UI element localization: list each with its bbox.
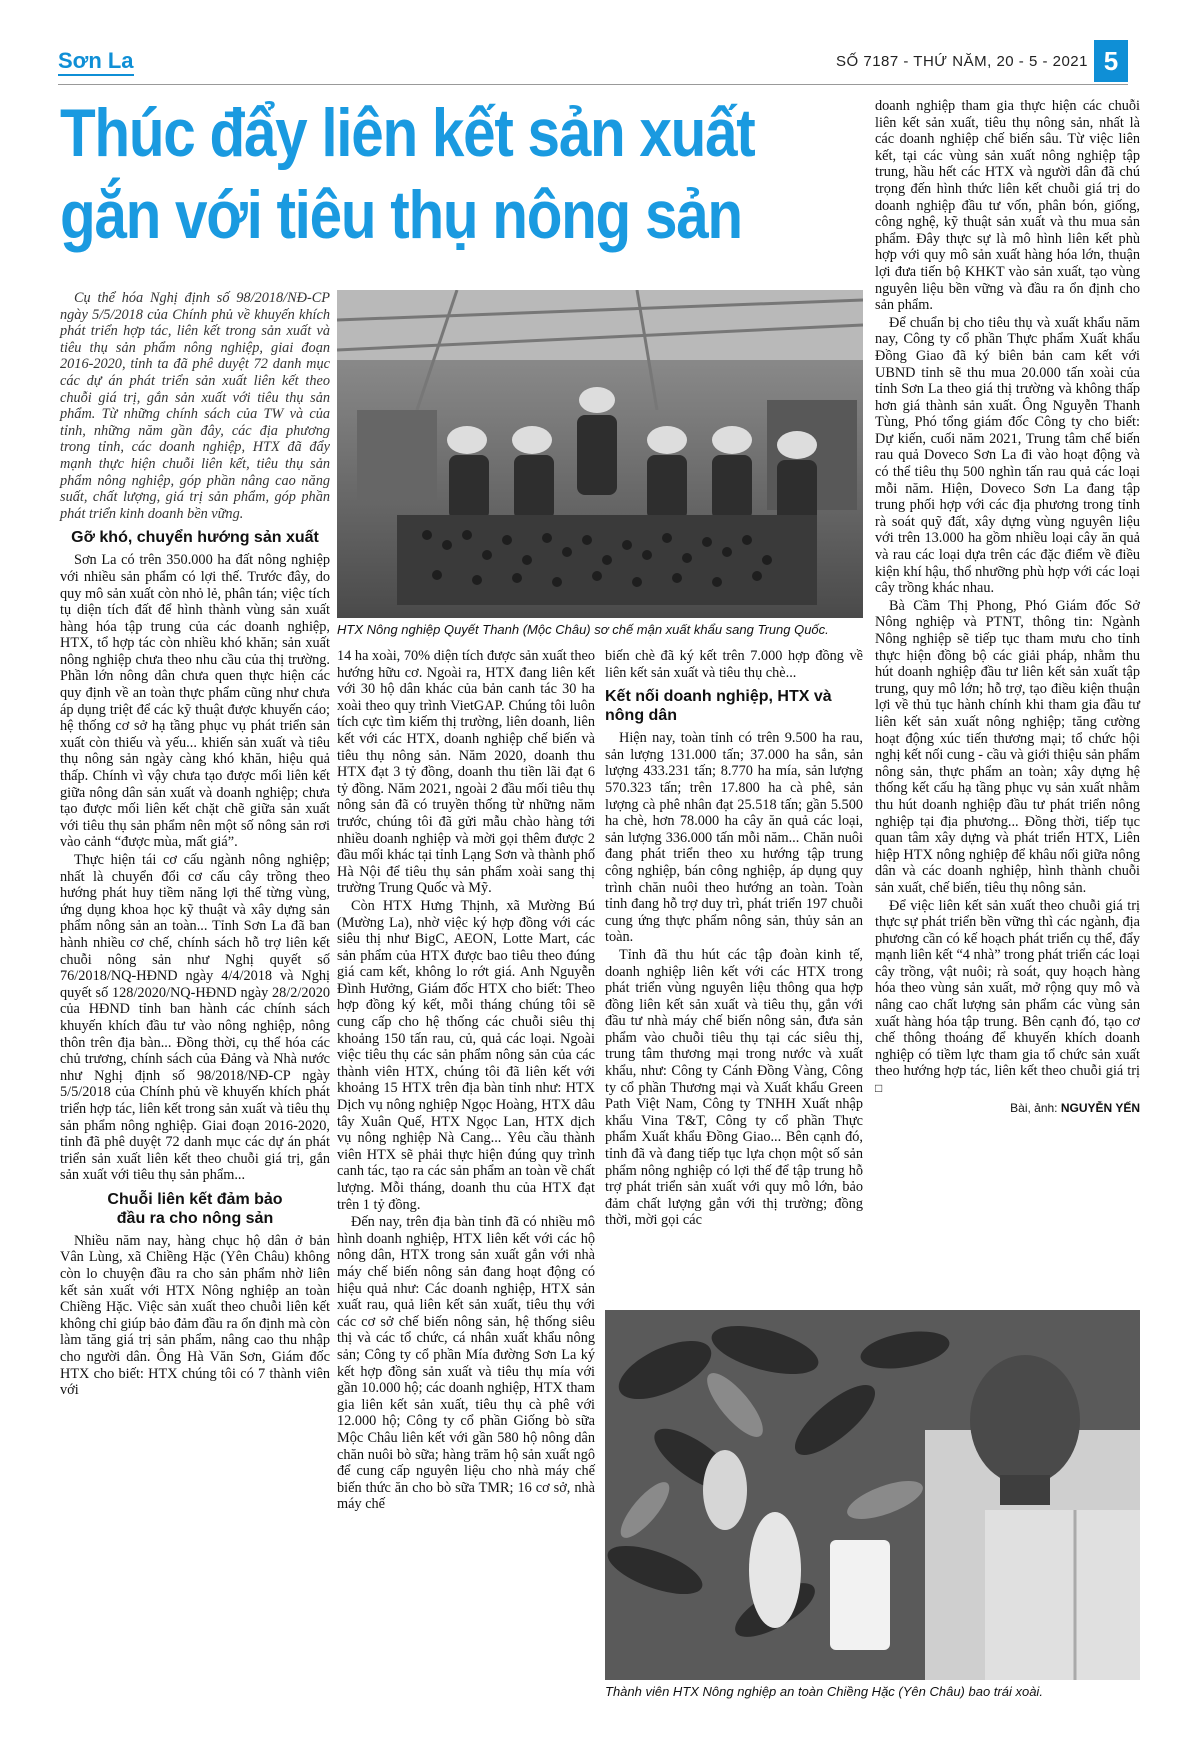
col4-para-4-text: Để việc liên kết sản xuất theo chuỗi giá trị thực sự phát triển bền vững thì các ngành, địa phương cần có kế hoạch phát triển cụ thể, đẩy mạnh liên kết “4 nhà” trong phát triển các loại cây trồng, vật nuôi; rà soát, quy hoạch hàng hóa theo vùng sản xuất, mở rộng quy mô và nâng cao chất lượng sản phẩm các vùng sản xuất hàng hóa tập trung. Bên cạnh đó, tạo cơ chế thông thoáng để khuyến khích doanh nghiệp có tiềm lực tham gia tổ chức sản xuất theo hướng hợp tác, liên kết theo chuỗi giá trị [875, 897, 1140, 1080]
column-1 [60, 290, 330, 1400]
col1-para-2: Thực hiện tái cơ cấu ngành nông nghiệp; nhất là chuyển đổi cơ cấu cây trồng theo hướng phát huy tiềm năng lợi thế từng vùng, ứng dụng khoa học kỹ thuật và xây dựng sản phẩm nông sản an toàn... Tỉnh Sơn La đã ban hành nhiều cơ chế, chính sách hỗ trợ liên kết chuỗi nông sản như Nghị quyết số 76/2018/NQ-HĐND ngày 4/4/2018 và Nghị quyết số 128/2020/NQ-HĐND ngày 28/2/2020 của HĐND tỉnh ban hành các chính sách khuyến khích đầu tư vào nông nghiệp, nông thôn trên địa bàn... Đồng thời, cụ thể hóa các chủ trương, chính sách của Đảng và Nhà nước như Nghị định số 98/2018/NĐ-CP ngày 5/5/2018 của Chính phủ về khuyến khích phát triển hợp tác, liên kết trong sản xuất và tiêu thụ sản phẩm nông nghiệp. Giai đoạn 2016-2020, tỉnh đã phê duyệt 72 danh mục các dự án phát triển sản xuất liên kết theo chuỗi giá trị, gắn sản xuất với tiêu thụ sản phẩm... [60, 852, 330, 1184]
photo-caption-1: HTX Nông nghiệp Quyết Thanh (Mộc Châu) sơ chế mận xuất khẩu sang Trung Quốc. [337, 622, 829, 637]
photo-caption-2: Thành viên HTX Nông nghiệp an toàn Chiềng Hặc (Yên Châu) bao trái xoài. [605, 1684, 1043, 1699]
issue-info: SỐ 7187 - THỨ NĂM, 20 - 5 - 2021 [836, 53, 1088, 70]
article-lead: Cụ thể hóa Nghị định số 98/2018/NĐ-CP ngày 5/5/2018 của Chính phủ về khuyến khích phát triển hợp tác, liên kết trong sản xuất và tiêu thụ sản phẩm nông nghiệp, giai đoạn 2016-2020, tỉnh ta đã phê duyệt 72 danh mục các dự án phát triển sản xuất liên kết theo chuỗi giá trị, gắn sản xuất với tiêu thụ sản phẩm. Từ những chính sách của TW và của tỉnh, những năm gần đây, các địa phương trong tỉnh, các doanh nghiệp, HTX đã đẩy mạnh thực hiện chuỗi liên kết, tiêu thụ sản phẩm nông nghiệp, góp phần nâng cao năng suất, chất lượng, giá trị sản phẩm, góp phần phát triển kinh doanh bền vững. [60, 290, 330, 522]
byline [875, 1100, 1140, 1117]
photo-plum-processing [337, 290, 863, 618]
header-rule [58, 84, 1128, 85]
headline [60, 92, 765, 256]
mango-bagging-image [605, 1310, 1140, 1680]
column-4 [875, 98, 1140, 1117]
section-name: Sơn La [58, 48, 134, 76]
col4-para-4 [875, 898, 1140, 1097]
end-mark: □ [875, 1081, 883, 1096]
subhead-2 [60, 1190, 330, 1228]
page-header [58, 40, 1128, 82]
col4-para-3: Bà Cầm Thị Phong, Phó Giám đốc Sở Nông nghiệp và PTNT, thông tin: Ngành Nông nghiệp sẽ tiếp tục tham mưu cho tỉnh thực hiện đồng bộ các giải pháp, nhằm thu hút doanh nghiệp đầu tư liên kết sản xuất tập trung, quy mô lớn; hỗ trợ, tạo điều kiện thuận lợi về thủ tục hành chính khi tham gia đầu tư liên kết sản xuất nông nghiệp; tăng cường hoạt động xúc tiến thương mại; tổ chức hội nghị kết nối cung - cầu và giới thiệu sản phẩm nông sản, thực phẩm an toàn; xây dựng hệ thống kết cấu hạ tầng phục vụ sản xuất nhằm thu hút doanh nghiệp đầu tư phát triển nông nghiệp tại địa phương... Đồng thời, tiếp tục quan tâm xây dựng và phát triển HTX, Liên hiệp HTX nông nghiệp để khâu nối giữa nông dân và các doanh nghiệp, hình thành chuỗi sản xuất, chế biến, tiêu thụ nông sản. [875, 597, 1140, 896]
subhead-3: Kết nối doanh nghiệp, HTX và nông dân [605, 688, 832, 725]
plum-processing-image [337, 290, 863, 618]
column-2 [337, 648, 595, 1514]
page-number: 5 [1094, 40, 1128, 82]
byline-author: NGUYỄN YẾN [1060, 1100, 1140, 1115]
byline-label: Bài, ảnh: [1010, 1100, 1058, 1115]
col4-para-2: Để chuẩn bị cho tiêu thụ và xuất khẩu năm nay, Công ty cổ phần Thực phẩm Xuất khẩu Đồng Giao đã ký biên bản cam kết với UBND tỉnh sẽ thu mua 20.000 tấn xoài của tỉnh Sơn La theo giá thị trường và không thấp hơn giá thành sản xuất. Ông Nguyễn Thanh Tùng, Phó tổng giám đốc Công ty cho biết: Dự kiến, cuối năm 2021, Trung tâm chế biến rau quả Doveco Sơn La đi vào hoạt động và có thể tiêu thụ 500 nghìn tấn rau quả các loại mỗi năm. Hiện, Doveco Sơn La đang tập trung phối hợp với các địa phương trong tỉnh rà soát quỹ đất, xây dựng vùng nguyên liệu với trên 13.000 ha gồm nhiều loại cây ăn quả và rau các loại dựa trên các đặc điểm về điều kiện khí hậu, thổ nhưỡng phù hợp với các loại cây trồng khác nhau. [875, 314, 1140, 597]
column-3 [605, 648, 863, 1230]
subhead-2-line-2: đầu ra cho nông sản [116, 1209, 274, 1227]
col3-para-2: Hiện nay, toàn tỉnh có trên 9.500 ha rau, sản lượng 131.000 tấn; 37.000 ha sắn, sản lượng 433.231 tấn; 8.770 ha mía, sản lượng 570.323 tấn; trên 17.800 ha cà phê, sản lượng cà phê nhân đạt 25.518 tấn; gần 5.500 ha chè, hơn 78.000 ha cây ăn quả các loại, sản lượng 336.000 tấn mỗi năm... Chăn nuôi đang phát triển theo xu hướng tập trung công nghiệp, bán công nghiệp, áp dụng quy trình chăn nuôi theo hướng an toàn. Toàn tỉnh đang hỗ trợ duy trì, phát triển 197 chuỗi cung ứng thực phẩm nông sản, thủy sản an toàn. [605, 730, 863, 946]
col3-para-3: Tỉnh đã thu hút các tập đoàn kinh tế, doanh nghiệp liên kết với các HTX trong phát triển vùng nguyên liệu thông qua hợp đồng liên kết sản xuất và tiêu thụ, gắn với đầu tư nhà máy chế biến nông sản, đưa sản phẩm vào chuỗi tiêu thụ tại các siêu thị, trung tâm thương mại trong nước và xuất khẩu, như: Công ty Cánh Đồng Vàng, Công ty cổ phần Thương mại và Xuất khẩu Green Path Việt Nam, Công ty TNHH Xuất nhập khẩu Vina T&T, Công ty cổ phần Thực phẩm Xuất khẩu Đồng Giao... Bên cạnh đó, tỉnh đã và đang tiếp tục lựa chọn một số sản phẩm nông nghiệp có lợi thế để tập trung hỗ trợ phát triển sản xuất với quy mô lớn, bảo đảm chất lượng gắn với thị trường; đồng thời, mời gọi các [605, 946, 863, 1229]
col4-para-1: doanh nghiệp tham gia thực hiện các chuỗi liên kết sản xuất, tiêu thụ nông sản, nhất là các doanh nghiệp chế biến sâu. Từ việc liên kết, tại các vùng sản xuất nông nghiệp tập trung, hầu hết các HTX và người dân đã chú trọng đến hình thức liên kết chuỗi giá trị do doanh nghiệp đầu tư vốn, phân bón, giống, công nghệ, kỹ thuật sản xuất và thu mua sản phẩm. Đây thực sự là mô hình liên kết phù hợp với quy mô sản xuất hàng hóa lớn, thuận lợi đưa tiến bộ KHKT vào sản xuất, tạo vùng nguyên liệu bền vững và đầu ra ổn định cho sản phẩm. [875, 98, 1140, 314]
photo-mango-bagging [605, 1310, 1140, 1680]
col2-para-2: Còn HTX Hưng Thịnh, xã Mường Bú (Mường La), nhờ việc ký hợp đồng với các siêu thị như BigC, AEON, Lotte Mart, các sản phẩm của HTX được bao tiêu theo đúng giá cam kết, không lo rớt giá. Anh Nguyễn Đình Hưởng, Giám đốc HTX cho biết: Theo hợp đồng ký kết, mỗi tháng chúng tôi sẽ cung cấp cho hệ thống các chuỗi siêu thị khoảng 150 tấn rau, củ, quả các loại. Ngoài việc tiêu thụ các sản phẩm nông sản của các thành viên HTX, chúng tôi đã liên kết với khoảng 15 HTX trên địa bàn tỉnh như: HTX Dịch vụ nông nghiệp Ngọc Hoàng, HTX dâu tây Xuân Quế, HTX Ngọc Lan, HTX dịch vụ nông nghiệp Nà Cang... Yêu cầu thành viên HTX sẽ phải thực hiện đúng quy trình canh tác, tạo ra các sản phẩm an toàn về chất lượng. Mỗi tháng, doanh thu của HTX đạt trên 1 tỷ đồng. [337, 897, 595, 1213]
subhead-2-line-1: Chuỗi liên kết đảm bảo [107, 1190, 283, 1208]
headline-line-1: Thúc đẩy liên kết sản xuất [60, 95, 755, 171]
col3-para-1: biến chè đã ký kết trên 7.000 hợp đồng về liên kết sản xuất và tiêu thụ chè... [605, 648, 863, 681]
col2-para-3: Đến nay, trên địa bàn tỉnh đã có nhiều mô hình doanh nghiệp, HTX liên kết với các hộ nông dân, HTX trong sản xuất gắn với nhà máy chế biến nông sản đang hoạt động có hiệu quả như: Các doanh nghiệp, HTX sản xuất rau, quả liên kết sản xuất, tiêu thụ với các cơ sở chế biến nông sản, hệ thống siêu thị và các tổ chức, cá nhân xuất khẩu nông sản; Công ty cổ phần Mía đường Sơn La ký kết hợp đồng sản xuất và tiêu thụ mía với gần 10.000 hộ; các doanh nghiệp, HTX tham gia liên kết sản xuất, tiêu thụ cà phê với 12.000 hộ; Công ty cổ phần Giống bò sữa Mộc Châu liên kết với gần 580 hộ nông dân chăn nuôi bò sữa; hàng trăm hộ sản xuất ngô để cung cấp nguyên liệu cho nhà máy chế biến thức ăn cho bò sữa TMR; 16 cơ sở, nhà máy chế [337, 1214, 595, 1513]
col2-para-1: 14 ha xoài, 70% diện tích được sản xuất theo hướng hữu cơ. Ngoài ra, HTX đang liên kết với 30 hộ dân khác của bản canh tác 30 ha xoài theo quy trình VietGAP. Chúng tôi luôn tích cực tìm kiếm thị trường, liên doanh, liên kết với các HTX, doanh nghiệp chế biến và tiêu thụ nông sản. Năm 2020, doanh thu HTX đạt 3 tỷ đồng, doanh thu tiền lãi đạt 6 tỷ đồng. Năm 2021, ngoài 2 đầu mối tiêu thụ nông sản đã có truyền thống từ những năm trước, chúng tôi đã gửi mẫu chào hàng tới nhiều doanh nghiệp và mời gọi thêm được 2 đầu mối khác tại tỉnh Lạng Sơn và thành phố Hà Nội để tiêu thụ sản phẩm xoài sang thị trường Trung Quốc và Mỹ. [337, 648, 595, 897]
subhead-1: Gỡ khó, chuyển hướng sản xuất [71, 529, 319, 547]
col1-para-3: Nhiều năm nay, hàng chục hộ dân ở bản Vân Lùng, xã Chiềng Hặc (Yên Châu) không còn lo chuyện đầu ra cho sản phẩm nhờ liên kết sản xuất với HTX Nông nghiệp an toàn Chiềng Hặc. Việc sản xuất theo chuỗi liên kết không chỉ giúp bảo đảm đầu ra ổn định mà còn làm tăng giá trị sản phẩm, nâng cao thu nhập cho người dân. Ông Hà Văn Sơn, Giám đốc HTX cho biết: HTX chúng tôi có 7 thành viên với [60, 1232, 330, 1399]
col1-para-1: Sơn La có trên 350.000 ha đất nông nghiệp với nhiều sản phẩm có lợi thế. Trước đây, do quy mô sản xuất còn nhỏ lẻ, phân tán; việc tích tụ diện tích đất để hình thành vùng sản xuất hàng hóa tập trung của các doanh nghiệp, HTX, tổ hợp tác còn nhiều khó khăn; sản xuất nông nghiệp chưa theo nhu cầu của thị trường. Phần lớn nông dân chưa quen thực hiện các quy định về an toàn thực phẩm cũng như chưa áp dụng triệt để các kỹ thuật được khuyến cáo; hệ thống cơ sở hạ tầng phục vụ phát triển sản xuất còn thiếu và yếu... khiến sản xuất và tiêu thụ nông sản ngày càng khó khăn, hiệu quả thấp. Chính vì vậy chưa tạo được mối liên kết giữa nông dân sản xuất và doanh nghiệp; chưa tạo được mối liên kết chặt chẽ giữa sản xuất với tiêu thụ sản phẩm nên một số nông sản rơi vào cảnh “được mùa, mất giá”. [60, 552, 330, 851]
headline-line-2: gắn với tiêu thụ nông sản [60, 177, 742, 253]
